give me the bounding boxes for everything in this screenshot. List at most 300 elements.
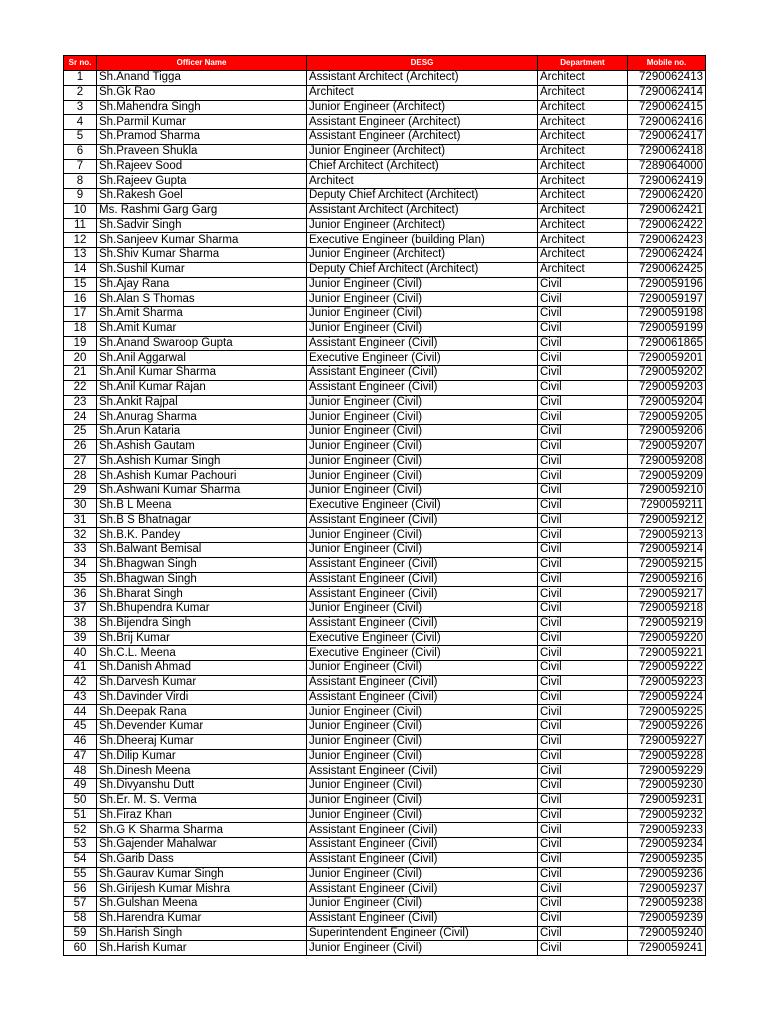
officer-name-cell: Sh.Dinesh Meena [97,764,307,779]
table-row [64,572,706,587]
table-row [64,941,706,956]
department-cell: Architect [538,248,628,263]
officer-name-cell: Sh.Gk Rao [97,85,307,100]
mobile-cell: 7290059235 [628,852,706,867]
mobile-cell: 7290059206 [628,425,706,440]
officer-name-cell: Sh.Pramod Sharma [97,130,307,145]
officer-name-cell: Sh.Shiv Kumar Sharma [97,248,307,263]
mobile-cell: 7290059218 [628,602,706,617]
sr-no-cell: 16 [64,292,97,307]
sr-no-cell: 50 [64,793,97,808]
designation-cell: Junior Engineer (Civil) [307,793,538,808]
designation-cell: Junior Engineer (Architect) [307,144,538,159]
mobile-cell: 7290059223 [628,675,706,690]
table-row [64,749,706,764]
sr-no-cell: 56 [64,882,97,897]
sr-no-cell: 8 [64,174,97,189]
department-cell: Civil [538,661,628,676]
table-row [64,85,706,100]
officer-name-cell: Sh.C.L. Meena [97,646,307,661]
department-cell: Civil [538,734,628,749]
department-cell: Civil [538,764,628,779]
officer-name-cell: Sh.Rajeev Sood [97,159,307,174]
sr-no-cell: 33 [64,543,97,558]
designation-cell: Assistant Engineer (Civil) [307,513,538,528]
mobile-cell: 7290059211 [628,498,706,513]
header-mobile-no: Mobile no. [628,56,706,71]
header-sr-no: Sr no. [64,56,97,71]
mobile-cell: 7290059240 [628,926,706,941]
mobile-cell: 7290061865 [628,336,706,351]
designation-cell: Junior Engineer (Civil) [307,395,538,410]
mobile-cell: 7290059205 [628,410,706,425]
designation-cell: Assistant Architect (Architect) [307,71,538,86]
sr-no-cell: 18 [64,321,97,336]
department-cell: Civil [538,926,628,941]
sr-no-cell: 54 [64,852,97,867]
table-row [64,115,706,130]
sr-no-cell: 49 [64,779,97,794]
department-cell: Architect [538,71,628,86]
department-cell: Civil [538,911,628,926]
table-row [64,528,706,543]
officer-name-cell: Sh.Er. M. S. Verma [97,793,307,808]
sr-no-cell: 29 [64,484,97,499]
mobile-cell: 7290059232 [628,808,706,823]
department-cell: Civil [538,557,628,572]
designation-cell: Junior Engineer (Civil) [307,661,538,676]
mobile-cell: 7290062414 [628,85,706,100]
designation-cell: Executive Engineer (Civil) [307,646,538,661]
officer-name-cell: Ms. Rashmi Garg Garg [97,203,307,218]
table-row [64,823,706,838]
table-row [64,690,706,705]
table-row [64,734,706,749]
table-row [64,336,706,351]
designation-cell: Junior Engineer (Civil) [307,749,538,764]
officer-name-cell: Sh.Harish Singh [97,926,307,941]
designation-cell: Assistant Engineer (Architect) [307,115,538,130]
department-cell: Civil [538,277,628,292]
department-cell: Civil [538,690,628,705]
designation-cell: Junior Engineer (Civil) [307,808,538,823]
table-row [64,189,706,204]
sr-no-cell: 11 [64,218,97,233]
officer-name-cell: Sh.Balwant Bemisal [97,543,307,558]
table-row [64,557,706,572]
table-row [64,882,706,897]
designation-cell: Junior Engineer (Civil) [307,602,538,617]
officer-name-cell: Sh.Divyanshu Dutt [97,779,307,794]
mobile-cell: 7290062423 [628,233,706,248]
designation-cell: Assistant Architect (Architect) [307,203,538,218]
department-cell: Civil [538,838,628,853]
mobile-cell: 7290062416 [628,115,706,130]
officer-name-cell: Sh.Rakesh Goel [97,189,307,204]
designation-cell: Junior Engineer (Civil) [307,425,538,440]
designation-cell: Junior Engineer (Civil) [307,439,538,454]
officer-directory-sheet [63,55,706,956]
table-row [64,144,706,159]
table-row [64,159,706,174]
department-cell: Architect [538,262,628,277]
sr-no-cell: 13 [64,248,97,263]
mobile-cell: 7290059220 [628,631,706,646]
mobile-cell: 7290062425 [628,262,706,277]
sr-no-cell: 40 [64,646,97,661]
officer-name-cell: Sh.Deepak Rana [97,705,307,720]
mobile-cell: 7290059196 [628,277,706,292]
designation-cell: Assistant Engineer (Civil) [307,336,538,351]
officer-name-cell: Sh.B S Bhatnagar [97,513,307,528]
department-cell: Civil [538,616,628,631]
sr-no-cell: 32 [64,528,97,543]
table-row [64,410,706,425]
mobile-cell: 7290062417 [628,130,706,145]
mobile-cell: 7290059228 [628,749,706,764]
sr-no-cell: 27 [64,454,97,469]
table-row [64,425,706,440]
mobile-cell: 7290059197 [628,292,706,307]
table-row [64,513,706,528]
table-row [64,71,706,86]
header-row [64,56,706,71]
sr-no-cell: 52 [64,823,97,838]
officer-name-cell: Sh.Anil Aggarwal [97,351,307,366]
mobile-cell: 7290059209 [628,469,706,484]
department-cell: Civil [538,793,628,808]
mobile-cell: 7290059239 [628,911,706,926]
department-cell: Civil [538,941,628,956]
designation-cell: Junior Engineer (Civil) [307,484,538,499]
mobile-cell: 7290059198 [628,307,706,322]
officer-name-cell: Sh.Bhagwan Singh [97,557,307,572]
officer-name-cell: Sh.Firaz Khan [97,808,307,823]
table-row [64,307,706,322]
department-cell: Architect [538,203,628,218]
designation-cell: Architect [307,174,538,189]
table-row [64,764,706,779]
sr-no-cell: 39 [64,631,97,646]
officer-name-cell: Sh.B.K. Pandey [97,528,307,543]
department-cell: Civil [538,513,628,528]
officer-name-cell: Sh.Bhupendra Kumar [97,602,307,617]
table-row [64,321,706,336]
department-cell: Architect [538,233,628,248]
sr-no-cell: 55 [64,867,97,882]
designation-cell: Assistant Engineer (Civil) [307,690,538,705]
officer-name-cell: Sh.Bijendra Singh [97,616,307,631]
mobile-cell: 7290059229 [628,764,706,779]
table-row [64,616,706,631]
mobile-cell: 7290059230 [628,779,706,794]
table-row [64,351,706,366]
table-row [64,233,706,248]
sr-no-cell: 48 [64,764,97,779]
designation-cell: Assistant Engineer (Civil) [307,823,538,838]
officer-name-cell: Sh.Gulshan Meena [97,897,307,912]
officer-name-cell: Sh.Darvesh Kumar [97,675,307,690]
table-row [64,587,706,602]
department-cell: Civil [538,543,628,558]
department-cell: Civil [538,631,628,646]
table-row [64,631,706,646]
table-row [64,602,706,617]
designation-cell: Junior Engineer (Civil) [307,867,538,882]
designation-cell: Junior Engineer (Architect) [307,100,538,115]
department-cell: Architect [538,218,628,233]
designation-cell: Junior Engineer (Architect) [307,218,538,233]
mobile-cell: 7290059210 [628,484,706,499]
table-row [64,130,706,145]
sr-no-cell: 34 [64,557,97,572]
sr-no-cell: 37 [64,602,97,617]
designation-cell: Executive Engineer (building Plan) [307,233,538,248]
officer-name-cell: Sh.Girijesh Kumar Mishra [97,882,307,897]
mobile-cell: 7290059203 [628,380,706,395]
designation-cell: Junior Engineer (Civil) [307,779,538,794]
officer-name-cell: Sh.Rajeev Gupta [97,174,307,189]
designation-cell: Assistant Engineer (Civil) [307,572,538,587]
sr-no-cell: 20 [64,351,97,366]
table-row [64,203,706,218]
sr-no-cell: 15 [64,277,97,292]
department-cell: Civil [538,882,628,897]
table-row [64,262,706,277]
sr-no-cell: 22 [64,380,97,395]
table-row [64,248,706,263]
officer-name-cell: Sh.B L Meena [97,498,307,513]
sr-no-cell: 25 [64,425,97,440]
officer-name-cell: Sh.Bharat Singh [97,587,307,602]
mobile-cell: 7290059221 [628,646,706,661]
sr-no-cell: 60 [64,941,97,956]
mobile-cell: 7290059217 [628,587,706,602]
department-cell: Civil [538,646,628,661]
designation-cell: Junior Engineer (Civil) [307,705,538,720]
department-cell: Civil [538,366,628,381]
mobile-cell: 7290062418 [628,144,706,159]
sr-no-cell: 19 [64,336,97,351]
officer-name-cell: Sh.Gajender Mahalwar [97,838,307,853]
officer-name-cell: Sh.Gaurav Kumar Singh [97,867,307,882]
mobile-cell: 7290059207 [628,439,706,454]
sr-no-cell: 38 [64,616,97,631]
table-row [64,218,706,233]
designation-cell: Architect [307,85,538,100]
officer-name-cell: Sh.Garib Dass [97,852,307,867]
sr-no-cell: 43 [64,690,97,705]
officer-name-cell: Sh.Bhagwan Singh [97,572,307,587]
department-cell: Civil [538,808,628,823]
designation-cell: Junior Engineer (Civil) [307,321,538,336]
table-row [64,100,706,115]
mobile-cell: 7289064000 [628,159,706,174]
table-row [64,867,706,882]
department-cell: Civil [538,410,628,425]
sr-no-cell: 2 [64,85,97,100]
sr-no-cell: 4 [64,115,97,130]
table-row [64,720,706,735]
department-cell: Civil [538,749,628,764]
officer-name-cell: Sh.Mahendra Singh [97,100,307,115]
designation-cell: Assistant Engineer (Civil) [307,587,538,602]
header-department: Department [538,56,628,71]
department-cell: Architect [538,100,628,115]
designation-cell: Junior Engineer (Civil) [307,734,538,749]
mobile-cell: 7290062420 [628,189,706,204]
designation-cell: Assistant Engineer (Civil) [307,852,538,867]
mobile-cell: 7290059215 [628,557,706,572]
table-row [64,366,706,381]
table-row [64,498,706,513]
header-officer-name: Officer Name [97,56,307,71]
designation-cell: Junior Engineer (Civil) [307,897,538,912]
designation-cell: Assistant Engineer (Civil) [307,764,538,779]
designation-cell: Executive Engineer (Civil) [307,498,538,513]
table-row [64,808,706,823]
designation-cell: Junior Engineer (Civil) [307,941,538,956]
department-cell: Architect [538,130,628,145]
designation-cell: Assistant Engineer (Civil) [307,380,538,395]
sr-no-cell: 45 [64,720,97,735]
table-row [64,277,706,292]
department-cell: Civil [538,528,628,543]
department-cell: Civil [538,439,628,454]
table-row [64,793,706,808]
mobile-cell: 7290059219 [628,616,706,631]
mobile-cell: 7290062421 [628,203,706,218]
table-row [64,911,706,926]
officer-name-cell: Sh.Brij Kumar [97,631,307,646]
table-row [64,838,706,853]
department-cell: Civil [538,897,628,912]
officer-name-cell: Sh.Amit Kumar [97,321,307,336]
officer-name-cell: Sh.Alan S Thomas [97,292,307,307]
sr-no-cell: 53 [64,838,97,853]
table-row [64,705,706,720]
sr-no-cell: 17 [64,307,97,322]
sr-no-cell: 1 [64,71,97,86]
designation-cell: Junior Engineer (Civil) [307,528,538,543]
officer-name-cell: Sh.Anil Kumar Rajan [97,380,307,395]
table-row [64,675,706,690]
officer-name-cell: Sh.Anurag Sharma [97,410,307,425]
department-cell: Civil [538,587,628,602]
department-cell: Civil [538,292,628,307]
table-row [64,926,706,941]
department-cell: Architect [538,174,628,189]
department-cell: Civil [538,852,628,867]
officer-name-cell: Sh.Anand Tigga [97,71,307,86]
department-cell: Civil [538,572,628,587]
designation-cell: Assistant Engineer (Civil) [307,911,538,926]
department-cell: Civil [538,307,628,322]
sr-no-cell: 24 [64,410,97,425]
designation-cell: Junior Engineer (Architect) [307,248,538,263]
table-row [64,439,706,454]
mobile-cell: 7290059233 [628,823,706,838]
mobile-cell: 7290062419 [628,174,706,189]
officer-name-cell: Sh.Sanjeev Kumar Sharma [97,233,307,248]
department-cell: Civil [538,705,628,720]
designation-cell: Junior Engineer (Civil) [307,277,538,292]
mobile-cell: 7290059227 [628,734,706,749]
mobile-cell: 7290059234 [628,838,706,853]
officer-name-cell: Sh.Amit Sharma [97,307,307,322]
officer-name-cell: Sh.Dilip Kumar [97,749,307,764]
officer-name-cell: Sh.Ashish Kumar Singh [97,454,307,469]
mobile-cell: 7290059214 [628,543,706,558]
officer-name-cell: Sh.Harendra Kumar [97,911,307,926]
table-row [64,897,706,912]
department-cell: Civil [538,351,628,366]
table-row [64,661,706,676]
sr-no-cell: 7 [64,159,97,174]
department-cell: Civil [538,675,628,690]
header-designation: DESG [307,56,538,71]
mobile-cell: 7290059208 [628,454,706,469]
designation-cell: Junior Engineer (Civil) [307,720,538,735]
mobile-cell: 7290059236 [628,867,706,882]
department-cell: Civil [538,336,628,351]
department-cell: Architect [538,159,628,174]
designation-cell: Junior Engineer (Civil) [307,307,538,322]
table-row [64,395,706,410]
sr-no-cell: 59 [64,926,97,941]
department-cell: Civil [538,454,628,469]
mobile-cell: 7290059231 [628,793,706,808]
designation-cell: Assistant Engineer (Civil) [307,675,538,690]
designation-cell: Assistant Engineer (Civil) [307,616,538,631]
designation-cell: Executive Engineer (Civil) [307,631,538,646]
department-cell: Civil [538,498,628,513]
table-row [64,646,706,661]
sr-no-cell: 58 [64,911,97,926]
department-cell: Civil [538,425,628,440]
mobile-cell: 7290059199 [628,321,706,336]
designation-cell: Assistant Engineer (Civil) [307,882,538,897]
designation-cell: Junior Engineer (Civil) [307,454,538,469]
sr-no-cell: 51 [64,808,97,823]
mobile-cell: 7290059216 [628,572,706,587]
officer-name-cell: Sh.Anand Swaroop Gupta [97,336,307,351]
mobile-cell: 7290062413 [628,71,706,86]
mobile-cell: 7290059213 [628,528,706,543]
officer-name-cell: Sh.Ashish Kumar Pachouri [97,469,307,484]
mobile-cell: 7290059201 [628,351,706,366]
department-cell: Civil [538,823,628,838]
officer-name-cell: Sh.Devender Kumar [97,720,307,735]
designation-cell: Junior Engineer (Civil) [307,543,538,558]
sr-no-cell: 23 [64,395,97,410]
table-body [64,71,706,956]
department-cell: Architect [538,85,628,100]
table-row [64,292,706,307]
officer-name-cell: Sh.Parmil Kumar [97,115,307,130]
mobile-cell: 7290059237 [628,882,706,897]
designation-cell: Assistant Engineer (Architect) [307,130,538,145]
designation-cell: Chief Architect (Architect) [307,159,538,174]
sr-no-cell: 47 [64,749,97,764]
sr-no-cell: 46 [64,734,97,749]
officer-name-cell: Sh.Harish Kumar [97,941,307,956]
department-cell: Architect [538,115,628,130]
sr-no-cell: 21 [64,366,97,381]
sr-no-cell: 10 [64,203,97,218]
sr-no-cell: 3 [64,100,97,115]
department-cell: Civil [538,867,628,882]
